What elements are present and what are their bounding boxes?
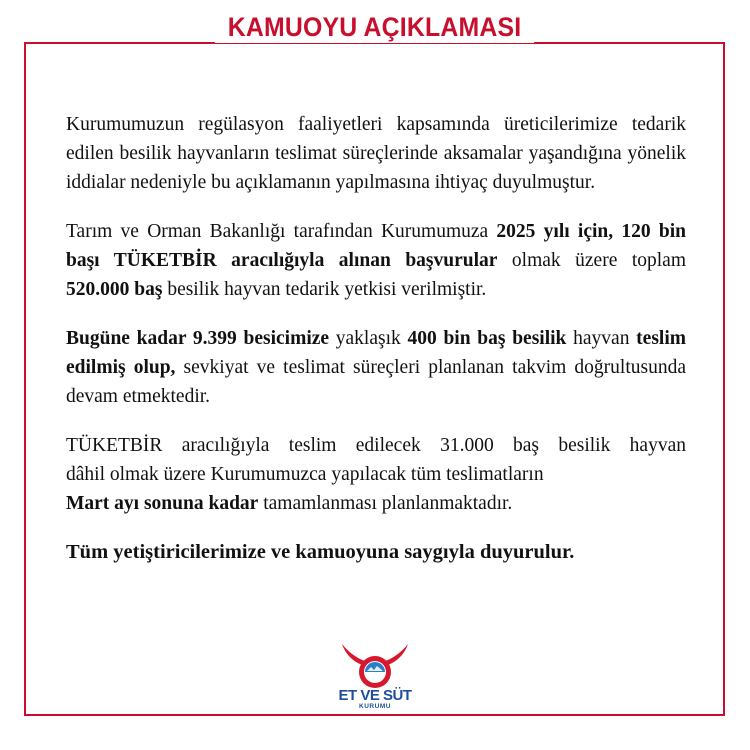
- text: TÜKETBİR aracılığıyla teslim edilecek 31.000 baş besilik hayvan: [66, 435, 686, 456]
- emphasis: 2025 yılı için, 120 bin başı TÜKETBİR aracılığıyla alınan başvurular: [66, 221, 686, 271]
- paragraph-4: [66, 431, 686, 518]
- logo-name: ET VE SÜT: [338, 687, 412, 704]
- header: [0, 12, 750, 43]
- emphasis: 400 bin baş besilik: [407, 328, 567, 349]
- text: hayvan: [566, 328, 637, 349]
- text: yaklaşık: [329, 328, 408, 349]
- page-title: KAMUOYU AÇIKLAMASI: [215, 12, 534, 43]
- text: tamamlanması planlanmaktadır.: [258, 493, 513, 514]
- text: olmak üzere toplam: [497, 250, 686, 271]
- announcement-body: [66, 110, 686, 588]
- closing-statement: Tüm yetiştiricilerimize ve kamuoyuna saygıyla duyurulur.: [66, 541, 575, 563]
- emphasis: teslim edilmiş olup,: [66, 328, 686, 378]
- bull-horns-emblem-icon: [340, 640, 410, 690]
- emphasis: 520.000 baş: [66, 279, 163, 300]
- emphasis: Bugüne kadar 9.399 besicimize: [66, 328, 330, 349]
- et-ve-sut-logo: [335, 640, 415, 718]
- logo-subtitle: KURUMU: [359, 703, 391, 710]
- text: dâhil olmak üzere Kurumumuzca yapılacak tüm teslimatların: [66, 464, 544, 485]
- text: Tarım ve Orman Bakanlığı tarafından Kurumumuza: [66, 221, 497, 242]
- text: sevkiyat ve teslimat süreçleri planlanan takvim doğrultusunda devam etmektedir.: [66, 357, 686, 407]
- paragraph-2: [66, 217, 686, 304]
- emphasis: Mart ayı sonuna kadar: [66, 493, 259, 514]
- paragraph-3: [66, 324, 686, 411]
- paragraph-1: Kurumumuzun regülasyon faaliyetleri kapsamında üreticilerimize tedarik edilen besilik hayvanların teslimat süreçlerinde aksamalar yaşandığına yönelik iddialar nedeniyle bu açıklamanın yapılmasına ihtiyaç duyulmuştur.: [66, 114, 686, 193]
- text: besilik hayvan tedarik yetkisi verilmiştir.: [162, 279, 487, 300]
